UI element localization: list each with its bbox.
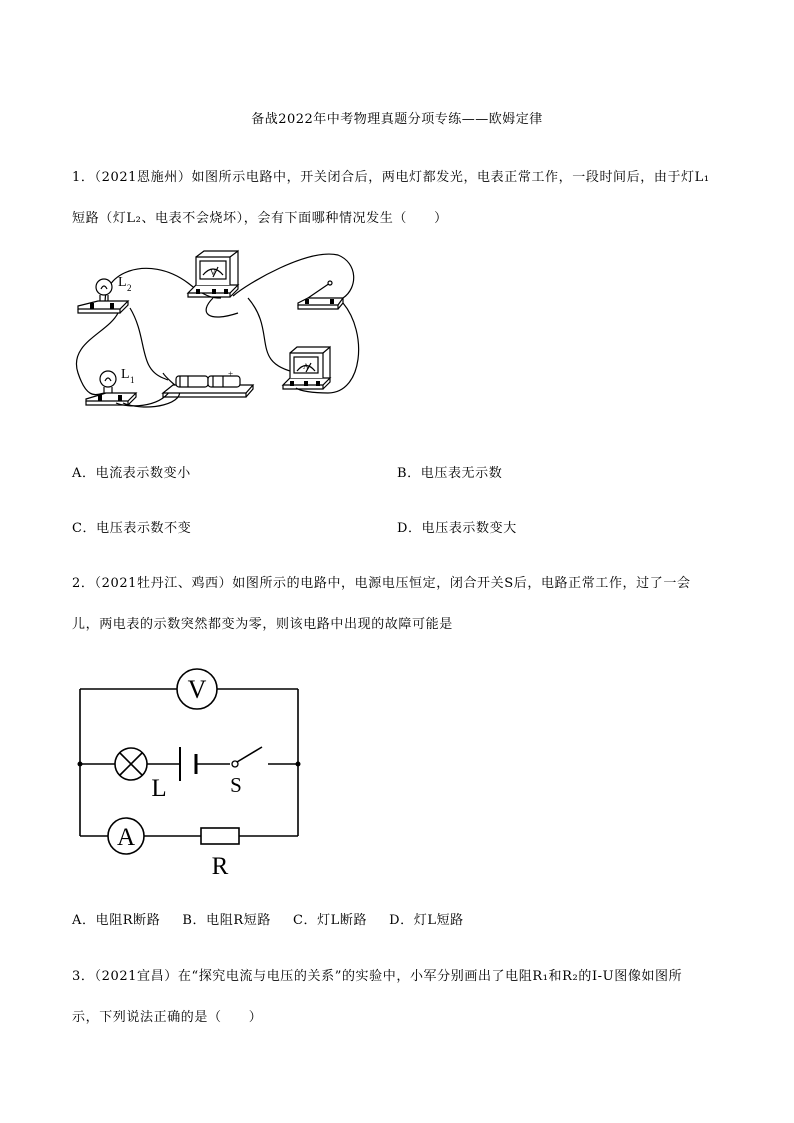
q2-circuit-figure	[70, 668, 310, 883]
q3-stem-line2: 示，下列说法正确的是（ ）	[72, 1010, 263, 1025]
ammeter-symbol-label: A	[116, 824, 136, 851]
q3-stem-line1: 3．（2021宜昌）在“探究电流与电压的关系”的实验中，小军分别画出了电阻R₁和R₂的I-U图像如图所	[72, 969, 683, 984]
q1-option-a[interactable]: A．电流表示数变小	[72, 466, 191, 481]
l1-subscript: 1	[130, 375, 135, 385]
switch-label: S	[230, 773, 242, 797]
lamp-label: L	[151, 775, 167, 802]
q2-option-c[interactable]: C．灯L断路	[292, 913, 368, 928]
page-title: 备战2022年中考物理真题分项专练——欧姆定律	[251, 112, 543, 127]
voltmeter-symbol-label: V	[187, 675, 207, 704]
q1-option-d[interactable]: D．电压表示数变大	[397, 521, 517, 536]
q2-option-d[interactable]: D．灯L短路	[389, 913, 464, 928]
l2-subscript: 2	[127, 283, 132, 293]
q2-options-row	[72, 909, 464, 928]
voltmeter-label: V	[210, 268, 216, 277]
resistor-label: R	[211, 853, 229, 880]
q1-option-b[interactable]: B．电压表无示数	[397, 466, 503, 481]
q1-stem-line2: 短路（灯L₂、电表不会烧坏），会有下面哪种情况发生（ ）	[72, 211, 448, 226]
q1-circuit-figure	[68, 243, 368, 413]
battery-plus-label: +	[228, 369, 234, 379]
q2-stem-line1: 2．（2021牡丹江、鸡西）如图所示的电路中，电源电压恒定，闭合开关S后，电路正常工作，过了一会	[72, 576, 691, 591]
q2-stem-line2: 儿，两电表的示数突然都变为零，则该电路中出现的故障可能是	[72, 617, 453, 632]
q2-option-a[interactable]: A．电阻R断路	[72, 913, 161, 928]
ammeter-label: A	[303, 362, 309, 371]
l2-label: L	[118, 275, 127, 290]
q1-stem-line1: 1．（2021恩施州）如图所示电路中，开关闭合后，两电灯都发光，电表正常工作，一段时间后，由于灯L₁	[72, 170, 710, 185]
q2-option-b[interactable]: B．电阻R短路	[182, 913, 271, 928]
q1-option-c[interactable]: C．电压表示数不变	[72, 521, 192, 536]
l1-label: L	[121, 367, 130, 382]
